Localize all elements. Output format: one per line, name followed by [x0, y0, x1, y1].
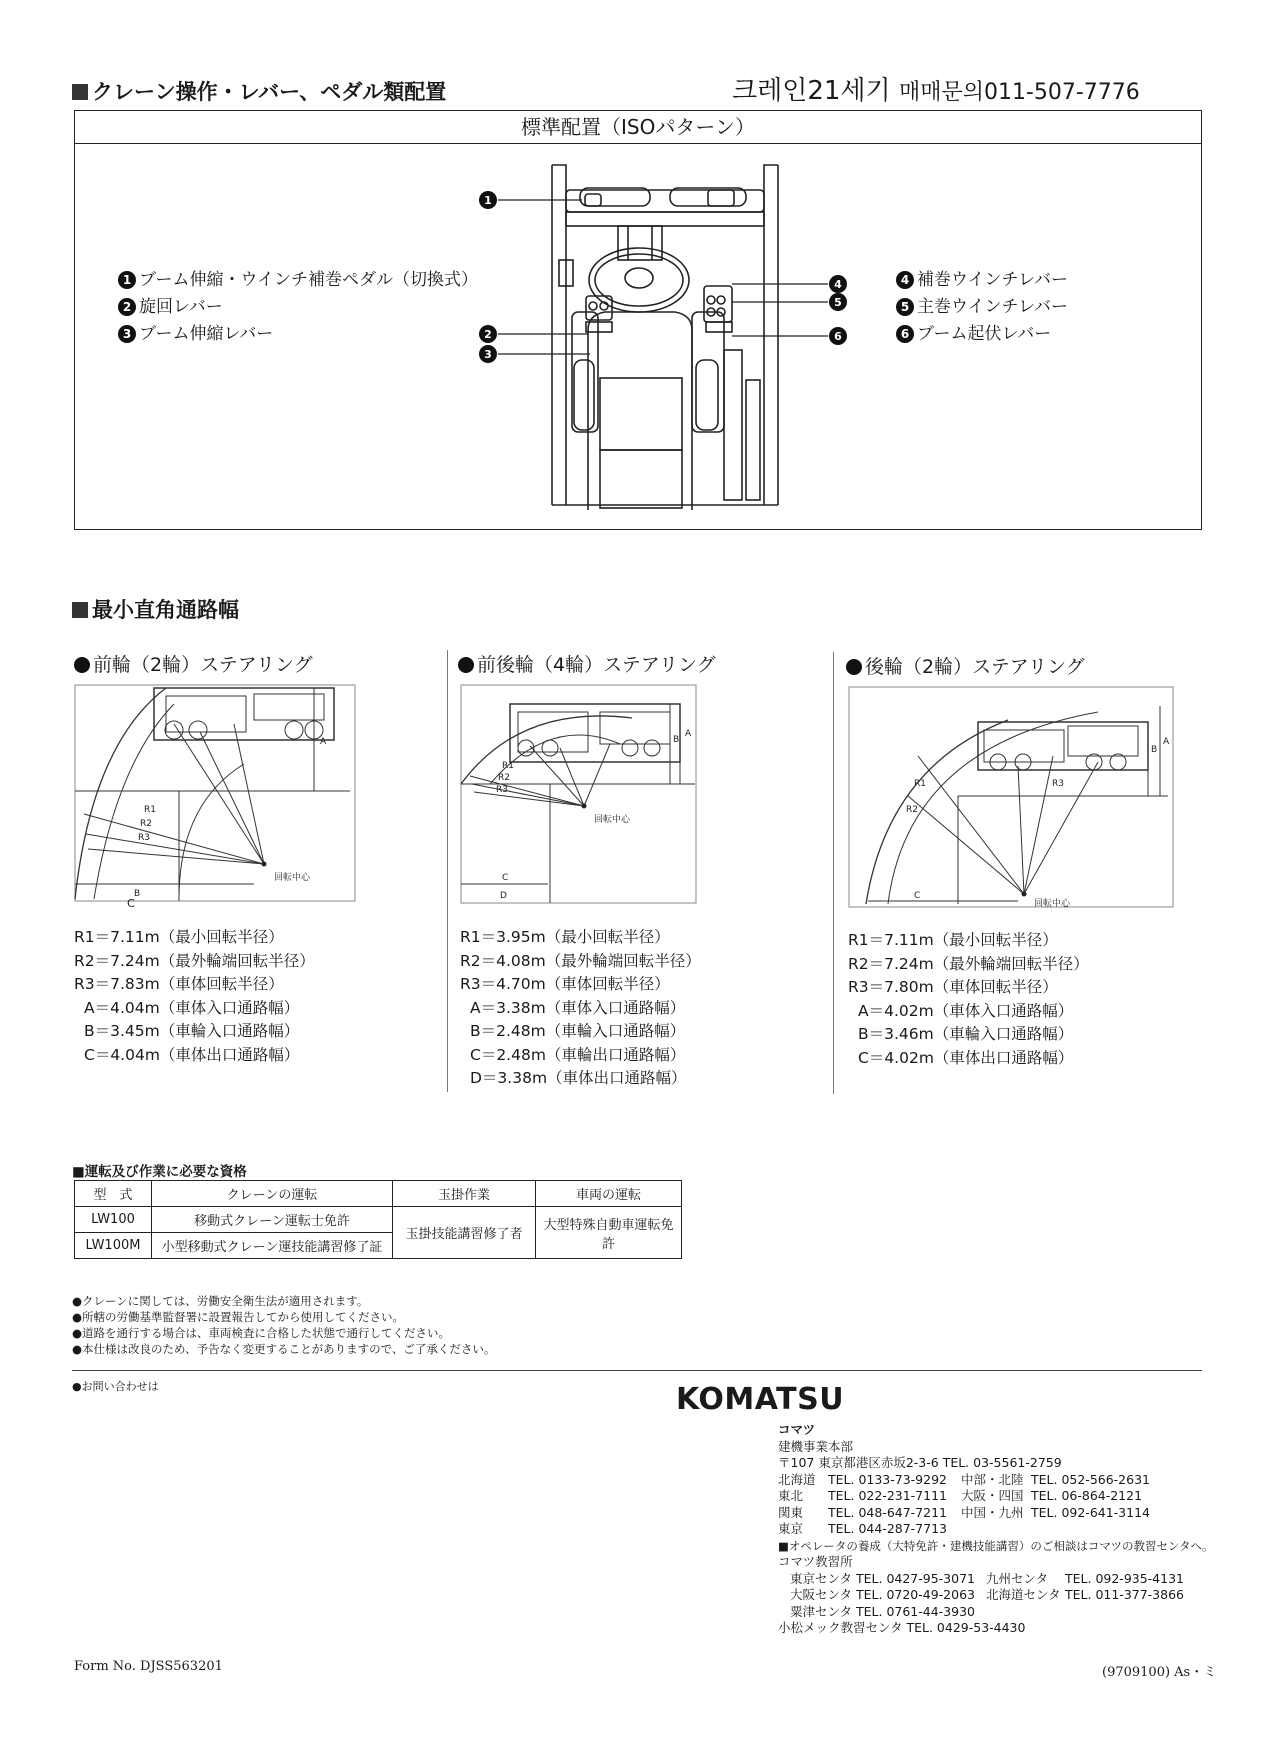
svg-text:C: C	[502, 873, 509, 883]
turning-diagram-rear-steer	[848, 686, 1178, 910]
contact-block	[778, 1422, 1214, 1637]
svg-text:R2: R2	[906, 805, 918, 815]
form-number: Form No. DJSS563201	[74, 1659, 223, 1674]
label-c: C	[127, 897, 135, 910]
division: 建機事業本部	[778, 1438, 854, 1454]
school-title: コマツ教習所	[778, 1554, 853, 1569]
circle-bullet-icon	[846, 659, 862, 675]
specs-four-steer: R1＝3.95m（最小回転半径） R2＝4.08m（最外輪端回転半径） R3＝4.70m（車体回転半径） A＝3.38m（車体入口通路幅） B＝2.48m（車輪入口通路幅） C＝2.48m（車輪出口通路幅） D＝3.38m（車体出口通路幅）	[460, 928, 701, 1087]
table-row: LW100 移動式クレーン運転士免許 玉掛技能講習修了者 大型特殊自動車運転免許	[75, 1207, 682, 1233]
svg-text:D: D	[500, 891, 507, 901]
col2-title: 前後輪（4輪）ステアリング	[458, 650, 716, 677]
branch-row: 関東 TEL. 048-647-7211 中国・九州 TEL. 092-641-3114	[778, 1504, 1150, 1520]
callout-6: 6	[834, 330, 842, 343]
svg-text:A: A	[1163, 737, 1170, 747]
svg-text:R3: R3	[496, 785, 508, 795]
svg-text:B: B	[1151, 745, 1158, 755]
branch-row: 北海道 TEL. 0133-73-9292 中部・北陸 TEL. 052-566-2631	[778, 1471, 1150, 1487]
callout-markers	[479, 191, 847, 363]
callout-5: 5	[834, 296, 842, 309]
column-divider	[447, 650, 448, 1092]
divider	[72, 1370, 1202, 1371]
ad-contact: 매매문의011-507-7776	[898, 80, 1140, 105]
circle-bullet-icon	[74, 657, 90, 673]
label-center-3: 回転中心	[1034, 899, 1071, 909]
cab-layout-diagram	[470, 150, 870, 520]
legend-item-2: 2 旋回レバー	[118, 294, 478, 321]
komatsu-logo: KOMATSU	[676, 1382, 845, 1417]
section-title-aisle: 最小直角通路幅	[72, 594, 239, 624]
layout-box-title: 標準配置（ISOパターン）	[75, 111, 1201, 144]
notes: ●クレーンに関しては、労働安全衛生法が適用されます。 ●所轄の労働基準監督署に設置報告してから使用してください。 ●道路を通行する場合は、車両検査に合格した状態で通行してください。 ●本仕様は改良のため、予告なく変更することがありますので、ご了承ください。	[72, 1294, 496, 1356]
section-title-controls: クレーン操作・レバー、ペダル類配置	[72, 76, 446, 106]
table-header-row: 型 式 クレーンの運転 玉掛作業 車両の運転	[75, 1181, 682, 1207]
label-r1: R1	[144, 805, 156, 815]
branch-row: 東北 TEL. 022-231-7111 大阪・四国 TEL. 06-864-2121	[778, 1488, 1143, 1503]
inquiry-label: ●お問い合わせは	[72, 1380, 159, 1393]
callout-2: 2	[484, 328, 492, 341]
legend-item-5: 5 主巻ウインチレバー	[896, 294, 1068, 321]
table-row: LW100M 小型移動式クレーン運技能講習修了証	[75, 1233, 682, 1259]
label-b: B	[134, 889, 141, 899]
callout-1: 1	[484, 194, 492, 207]
legend-item-4: 4 補巻ウインチレバー	[896, 267, 1068, 294]
callout-3: 3	[484, 348, 492, 361]
specs-rear-steer: R1＝7.11m（最小回転半径） R2＝7.24m（最外輪端回転半径） R3＝7.80m（車体回転半径） A＝4.02m（車体入口通路幅） B＝3.46m（車輪入口通路幅） C＝4.02m（車体出口通路幅）	[848, 931, 1089, 1067]
label-center: 回転中心	[274, 873, 311, 883]
company-name: コマツ	[778, 1422, 816, 1437]
column-divider	[833, 652, 834, 1094]
legend-right	[896, 267, 1068, 348]
svg-text:R3: R3	[1052, 779, 1064, 789]
legend-item-1: 1 ブーム伸縮・ウインチ補巻ペダル（切換式）	[118, 267, 478, 294]
svg-text:R1: R1	[914, 779, 926, 789]
legend-item-6: 6 ブーム起伏レバー	[896, 321, 1068, 348]
school-row: 大阪センタ TEL. 0720-49-2063 北海道センタ TEL. 011-377-3866	[790, 1587, 1184, 1602]
specs-front-steer: R1＝7.11m（最小回転半径） R2＝7.24m（最外輪端回転半径） R3＝7.83m（車体回転半径） A＝4.04m（車体入口通路幅） B＝3.45m（車輪入口通路幅） C＝4.04m（車体出口通路幅）	[74, 928, 315, 1064]
qualifications-title: ■運転及び作業に必要な資格	[72, 1164, 247, 1180]
col3-title: 後輪（2輪）ステアリング	[846, 652, 1085, 679]
circle-bullet-icon	[458, 657, 474, 673]
ad-banner	[732, 70, 1140, 107]
svg-text:R1: R1	[502, 761, 514, 771]
operator-note: ■オペレータの養成（大特免許・建機技能講習）のご相談はコマツの教習センタへ。	[778, 1538, 1214, 1553]
svg-text:R2: R2	[498, 773, 510, 783]
legend-left	[118, 267, 478, 348]
ad-name: 크레인21세기	[732, 76, 891, 106]
label-r3: R3	[138, 833, 150, 843]
svg-text:C: C	[914, 891, 921, 901]
callout-4: 4	[834, 278, 842, 291]
print-code: (9709100) As・ミ	[1102, 1665, 1217, 1680]
legend-item-3: 3 ブーム伸縮レバー	[118, 321, 478, 348]
square-bullet-icon	[72, 84, 88, 100]
turning-diagram-front-steer	[74, 684, 374, 904]
label-a: A	[320, 737, 327, 747]
svg-text:B: B	[673, 735, 680, 745]
col1-title: 前輪（2輪）ステアリング	[74, 650, 313, 677]
label-center-2: 回転中心	[594, 815, 631, 825]
branch-row: 東京 TEL. 044-287-7713	[778, 1521, 947, 1536]
head-address: 〒107 東京都港区赤坂2-3-6 TEL. 03-5561-2759	[778, 1455, 1062, 1470]
label-r2: R2	[140, 819, 152, 829]
qualifications-table	[74, 1180, 682, 1259]
svg-text:A: A	[685, 729, 692, 739]
turning-diagram-four-steer	[460, 684, 710, 906]
square-bullet-icon	[72, 602, 88, 618]
school-row: 東京センタ TEL. 0427-95-3071 九州センタ TEL. 092-935-4131	[790, 1570, 1184, 1586]
meck-center: 小松メック教習センタ TEL. 0429-53-4430	[778, 1620, 1026, 1635]
school-row: 粟津センタ TEL. 0761-44-3930	[790, 1603, 975, 1619]
